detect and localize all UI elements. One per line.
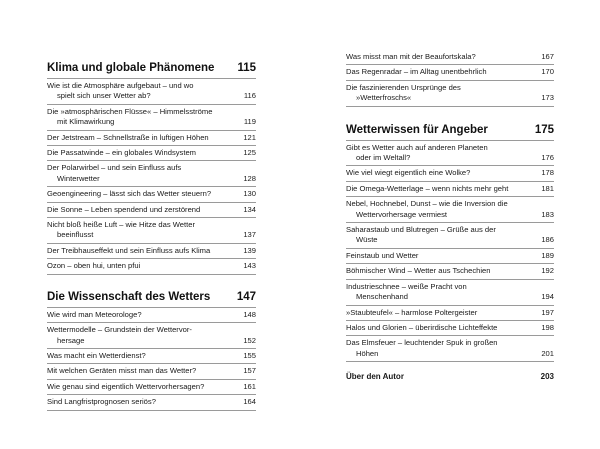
- entry-title: [47, 397, 243, 407]
- entry-page: 155: [243, 350, 256, 360]
- entry-page: 125: [243, 148, 256, 158]
- entry-page: 128: [243, 173, 256, 183]
- entry-title: [47, 382, 243, 392]
- toc-entry: [47, 161, 256, 187]
- toc-left-column: [47, 0, 256, 411]
- entry-title: [346, 251, 541, 261]
- toc-entries: [346, 141, 554, 363]
- entry-title-line: Wie wird man Meteorologe?: [47, 309, 142, 319]
- entry-page: 186: [541, 235, 554, 245]
- entry-title-line: Der Polarwirbel – und sein Einfluss aufs: [47, 163, 182, 173]
- entry-title-line: Wie viel wiegt eigentlich eine Wolke?: [346, 168, 471, 178]
- entry-title: [346, 225, 541, 246]
- entry-page: 137: [243, 230, 256, 240]
- entry-title: [47, 325, 243, 346]
- toc-entry: [346, 50, 554, 65]
- section-heading: [47, 291, 256, 303]
- toc-entries: [346, 50, 554, 107]
- entry-page: 130: [243, 189, 256, 199]
- entry-title: [47, 133, 243, 143]
- entry-page: 183: [541, 209, 554, 219]
- entry-title: [346, 199, 541, 220]
- entry-title-line: Geoengineering – lässt sich das Wetter steuern?: [47, 189, 212, 199]
- entry-title-line: oder im Weltall?: [356, 153, 411, 163]
- entry-title: [47, 220, 243, 241]
- entry-title-line: Gibt es Wetter auch auf anderen Planeten: [346, 142, 488, 152]
- entry-page: 157: [243, 366, 256, 376]
- entry-title: [346, 308, 541, 318]
- entry-page: 164: [243, 397, 256, 407]
- toc-entry: [346, 197, 554, 223]
- toc-right-column: [346, 0, 554, 385]
- entry-title-line: »Wetterfroschs«: [356, 93, 412, 103]
- entry-title-line: Was macht ein Wetterdienst?: [47, 350, 146, 360]
- toc-entries: [47, 308, 256, 411]
- entry-title-line: Die Omega-Wetterlage – wenn nichts mehr geht: [346, 183, 509, 193]
- toc-entry: [47, 349, 256, 364]
- toc-entry: [346, 249, 554, 264]
- toc-entry: [346, 321, 554, 336]
- toc-entry: [47, 146, 256, 161]
- entry-title: [346, 52, 541, 62]
- entry-title-line: Das Elmsfeuer – leuchtender Spuk in großen: [346, 338, 498, 348]
- toc-entry: [47, 308, 256, 323]
- entry-page: 161: [243, 381, 256, 391]
- entry-title-line: Die Sonne – Leben spendend und zerstörend: [47, 204, 201, 214]
- entry-title-line: Das Regenradar – im Alltag unentbehrlich: [346, 67, 487, 77]
- entry-title: [346, 266, 541, 276]
- toc-entry: [47, 105, 256, 131]
- entry-title: [47, 189, 243, 199]
- entry-page: 201: [541, 348, 554, 358]
- entry-page: 148: [243, 309, 256, 319]
- entry-title-line: Böhmischer Wind – Wetter aus Tschechien: [346, 266, 491, 276]
- entry-title-line: hersage: [57, 335, 85, 345]
- entry-title: [346, 168, 541, 178]
- entry-title: [346, 143, 541, 164]
- entry-page: 143: [243, 261, 256, 271]
- entry-page: 194: [541, 292, 554, 302]
- toc-entry: [346, 306, 554, 321]
- entry-title-line: Winterwetter: [57, 173, 100, 183]
- section-title: Die Wissenschaft des Wetters: [47, 290, 211, 303]
- section-page: 115: [237, 62, 256, 74]
- entry-page: 170: [541, 67, 554, 77]
- entry-page: 198: [541, 322, 554, 332]
- entry-title: [47, 205, 243, 215]
- toc-entry: [346, 264, 554, 279]
- entry-title: [346, 83, 541, 104]
- entry-title: [47, 310, 243, 320]
- entry-title: [346, 323, 541, 333]
- entry-title-line: Ozon – oben hui, unten pfui: [47, 261, 141, 271]
- entry-title-line: Der Treibhauseffekt und sein Einfluss aufs Klima: [47, 245, 211, 255]
- entry-title: [346, 282, 541, 303]
- entry-title: [47, 163, 243, 184]
- entry-page: 173: [541, 93, 554, 103]
- section-page: 175: [534, 123, 554, 136]
- entry-title: [47, 107, 244, 128]
- entry-title-line: Sind Langfristprognosen seriös?: [47, 397, 156, 407]
- entry-title: [47, 246, 243, 256]
- entry-page: 119: [243, 117, 256, 127]
- entry-title-line: Die Passatwinde – ein globales Windsystem: [47, 148, 196, 158]
- entry-page: 178: [541, 168, 554, 178]
- entry-title: [346, 184, 541, 194]
- section-title: Wetterwissen für Angeber: [346, 123, 488, 136]
- entry-title: [47, 148, 243, 158]
- entry-page: 121: [243, 132, 256, 142]
- toc-entry: [47, 131, 256, 146]
- entry-title-line: Saharastaub und Blutregen – Grüße aus der: [346, 225, 496, 235]
- toc-entry: [47, 203, 256, 218]
- toc-entry: [47, 259, 256, 274]
- toc-entry: [47, 244, 256, 259]
- toc-entry: [346, 182, 554, 197]
- entry-page: 152: [243, 335, 256, 345]
- entry-title-line: Feinstaub und Wetter: [346, 250, 419, 260]
- toc-entry: [346, 280, 554, 306]
- toc-entry: [47, 364, 256, 379]
- entry-title-line: Was misst man mit der Beaufortskala?: [346, 52, 476, 61]
- toc-entry: [346, 166, 554, 181]
- entry-title-line: Nebel, Hochnebel, Dunst – wie die Inversion die: [346, 199, 508, 209]
- entry-title: Über den Autor: [346, 372, 404, 382]
- section-heading: [47, 62, 256, 74]
- toc-entry: [346, 223, 554, 249]
- toc-entry: [47, 218, 256, 244]
- toc-entries: [47, 79, 256, 275]
- entry-page: 197: [541, 307, 554, 317]
- toc-entry: [47, 187, 256, 202]
- section-heading: [346, 124, 554, 136]
- entry-title: [346, 338, 541, 359]
- entry-title-line: Die »atmosphärischen Flüsse« – Himmelsströme: [47, 106, 213, 116]
- entry-title: [47, 261, 243, 271]
- section-page: 147: [236, 290, 256, 303]
- entry-title-line: »Staubteufel« – harmlose Poltergeister: [346, 307, 478, 317]
- about-author-entry: [346, 370, 554, 384]
- entry-title-line: Wüste: [356, 235, 378, 245]
- toc-entry: [346, 65, 554, 80]
- entry-page: 167: [541, 52, 554, 61]
- entry-title-line: Wettervorhersage vermiest: [356, 209, 448, 219]
- entry-title: [47, 366, 243, 376]
- entry-title-line: Wie genau sind eigentlich Wettervorhersagen?: [47, 381, 205, 391]
- entry-title-line: Der Jetstream – Schnellstraße in luftigen Höhen: [47, 132, 209, 142]
- entry-page: 203: [540, 372, 554, 382]
- toc-entry: [47, 79, 256, 105]
- entry-title-line: Wettermodelle – Grundstein der Wettervor-: [47, 325, 192, 335]
- entry-page: 116: [243, 91, 256, 101]
- entry-title: [346, 67, 541, 77]
- toc-entry: [47, 323, 256, 349]
- entry-page: 134: [243, 204, 256, 214]
- toc-entry: [346, 141, 554, 167]
- toc-entry: [346, 81, 554, 107]
- toc-entry: [47, 380, 256, 395]
- entry-title-line: spielt sich unser Wetter ab?: [57, 91, 151, 101]
- entry-title-line: beeinflusst: [57, 230, 94, 240]
- entry-title-line: Halos und Glorien – überirdische Lichteffekte: [346, 322, 498, 332]
- entry-title-line: Höhen: [356, 348, 379, 358]
- toc-entry: [47, 395, 256, 410]
- entry-title-line: Wie ist die Atmosphäre aufgebaut – und wo: [47, 81, 194, 90]
- entry-title: [47, 351, 243, 361]
- entry-page: 192: [541, 266, 554, 276]
- entry-page: 181: [541, 183, 554, 193]
- entry-title-line: Industrieschnee – weiße Pracht von: [346, 281, 467, 291]
- entry-title-line: Nicht bloß heiße Luft – wie Hitze das Wetter: [47, 220, 196, 230]
- entry-title-line: mit Klimawirkung: [57, 117, 115, 127]
- entry-title: [47, 81, 244, 102]
- entry-title-line: Die faszinierenden Ursprünge des: [346, 82, 461, 92]
- entry-title-line: Menschenhand: [356, 292, 408, 302]
- toc-entry: [346, 336, 554, 362]
- entry-title-line: Mit welchen Geräten misst man das Wetter?: [47, 366, 197, 376]
- entry-page: 189: [541, 250, 554, 260]
- entry-page: 139: [243, 245, 256, 255]
- section-title: Klima und globale Phänomene: [47, 62, 215, 74]
- entry-page: 176: [541, 153, 554, 163]
